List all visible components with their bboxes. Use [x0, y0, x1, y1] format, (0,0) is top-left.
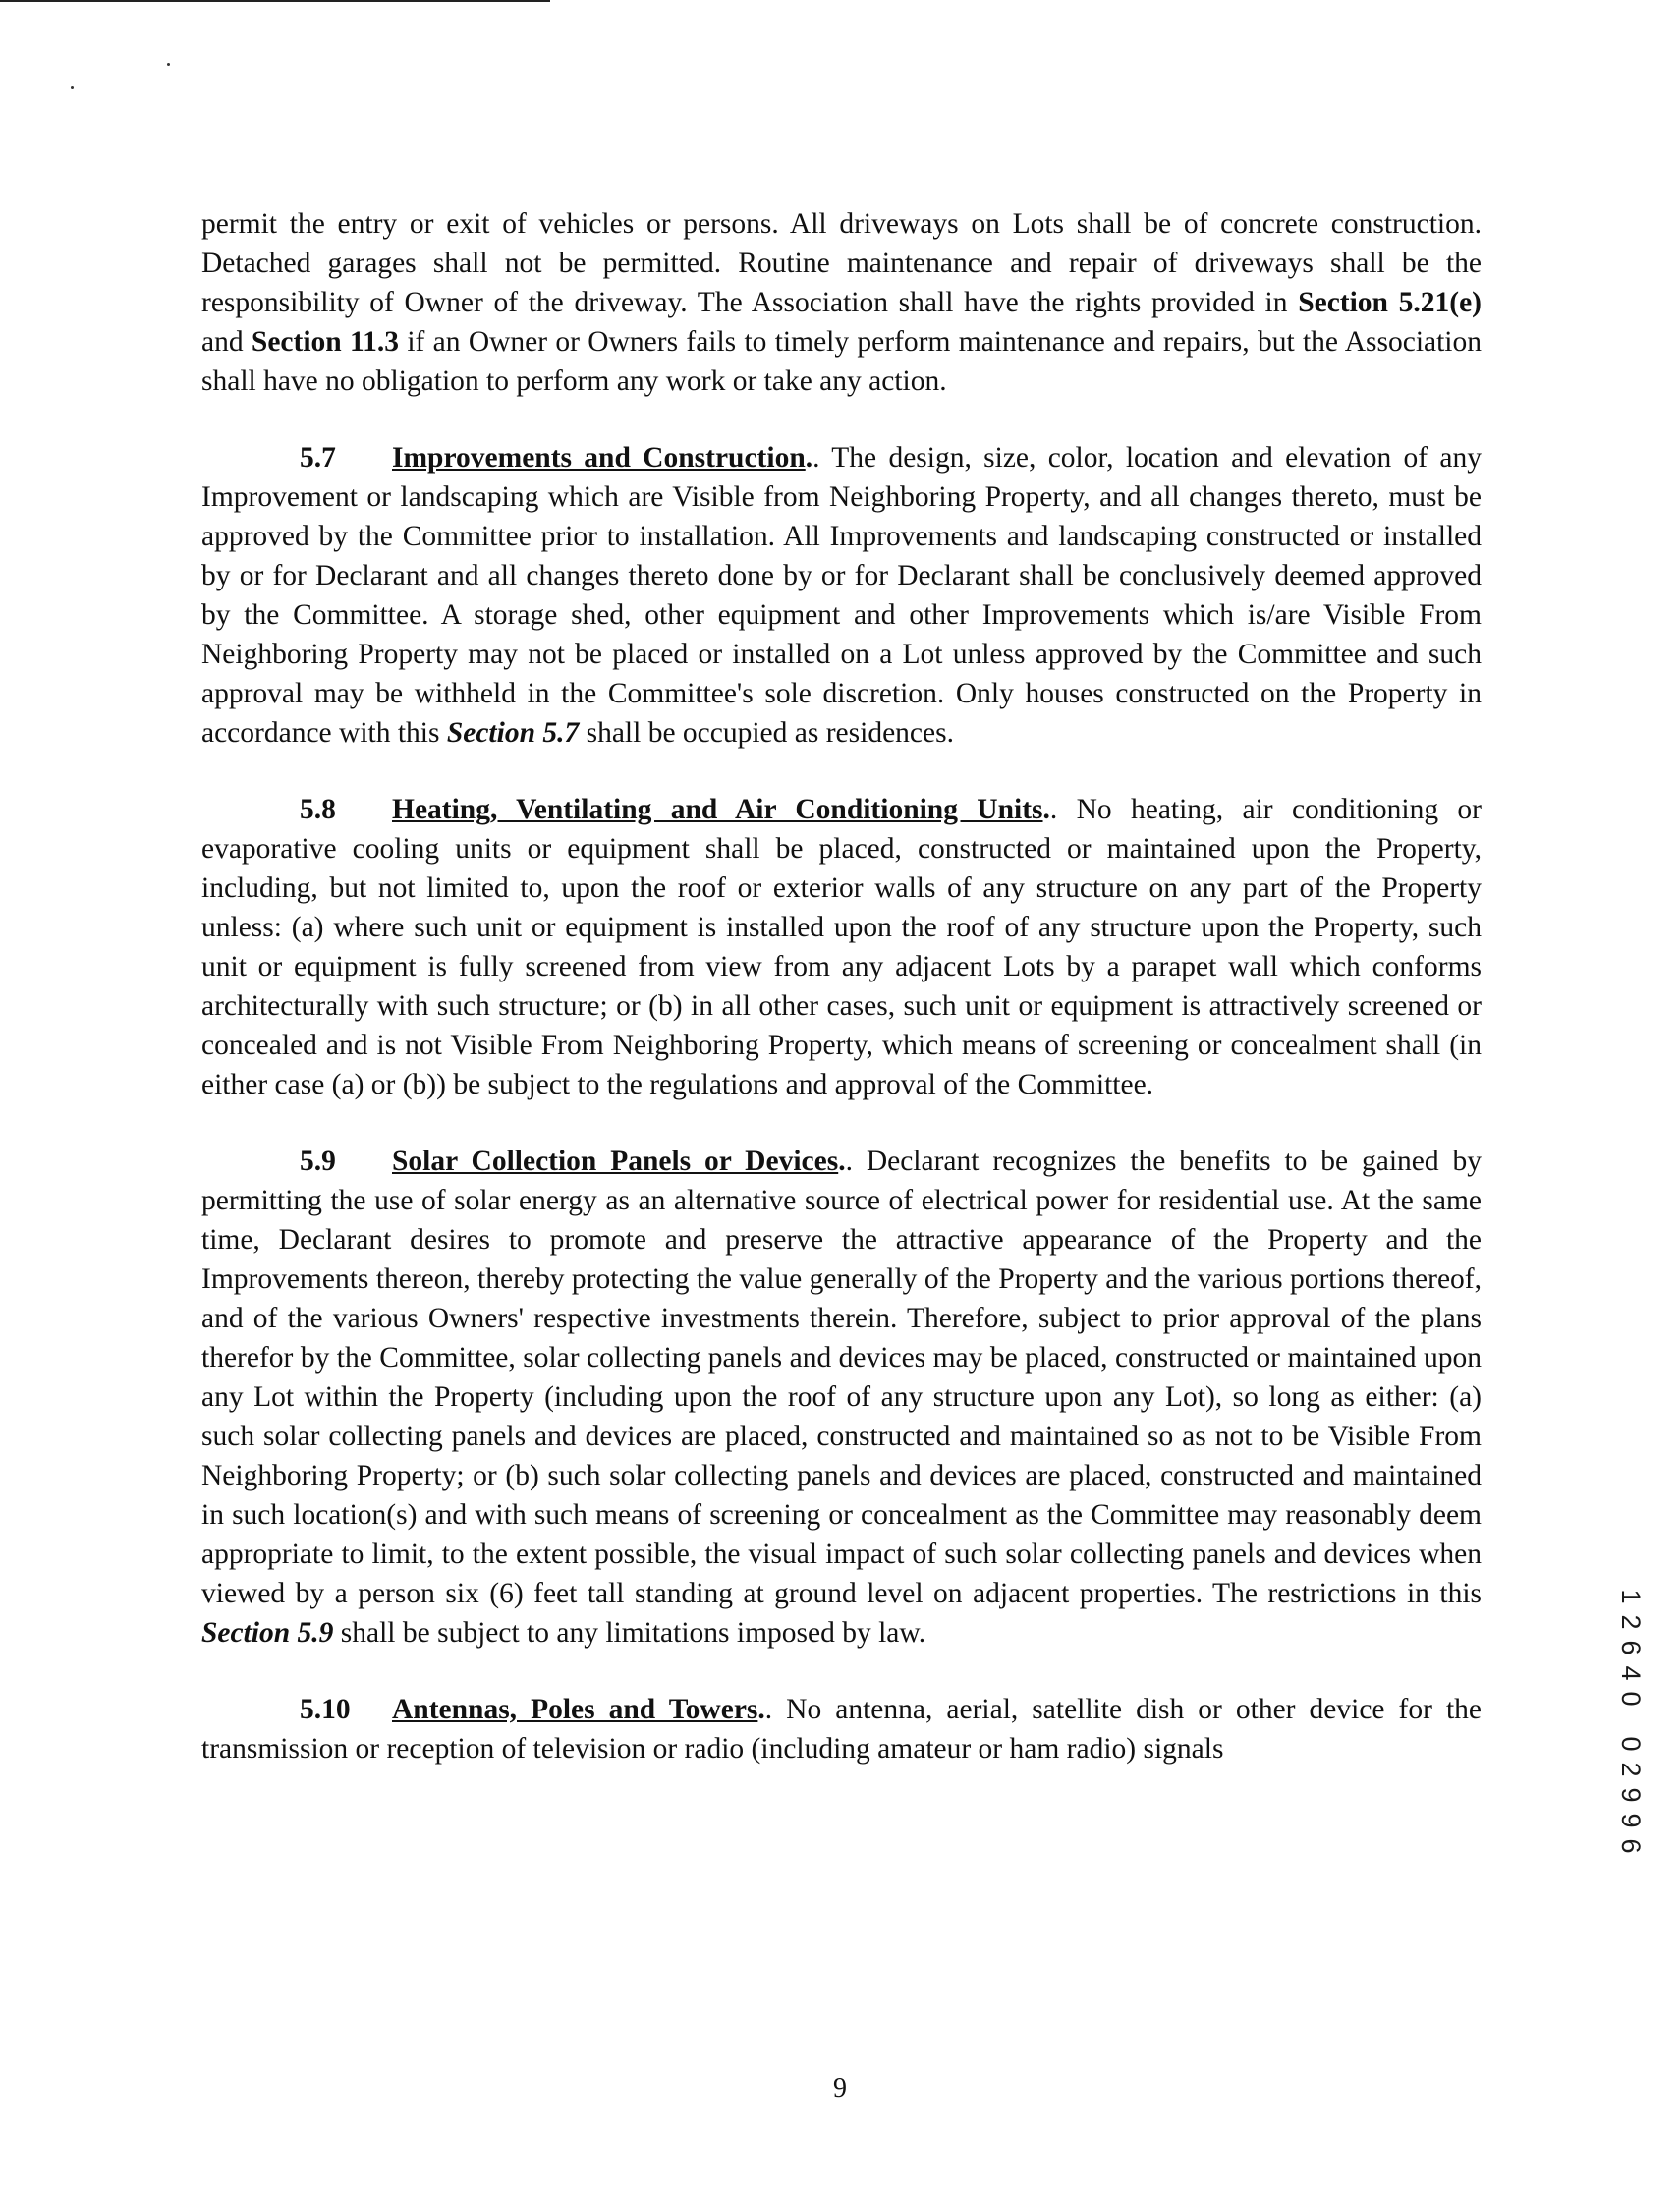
- paragraph-driveways: permit the entry or exit of vehicles or persons. All driveways on Lots shall be of concrete construction. Detached garages shall not be permitted. Routine maintenance and repair of driveways shall be the responsibility of Owner of the driveway. The Association shall have the rights provided in Section 5.21(e) and Section 11.3 if an Owner or Owners fails to timely perform maintenance and repairs, but the Association shall have no obligation to perform any work or take any action.: [201, 208, 1483, 397]
- scan-speck: [167, 63, 170, 66]
- section-title: Solar Collection Panels or Devices: [392, 1146, 839, 1177]
- section-reference: Section 5.9: [201, 1617, 334, 1649]
- scan-top-rule: [0, 0, 550, 2]
- section-reference: Section 5.7: [446, 717, 580, 749]
- section-5-8: 5.8 Heating, Ventilating and Air Conditioning Units.. No heating, air conditioning or evaporative cooling units or equipment shall be placed, constructed or maintained upon the Property, including, but not limited to, upon the roof or exterior walls of any structure on any part of the Property unless: (a) where such unit or equipment is installed upon the roof of any structure upon the Property, such unit or equipment is fully screened from view from any adjacent Lots by a parapet wall which conforms architecturally with such structure; or (b) in all other cases, such unit or equipment is attractively screened or concealed and is not Visible From Neighboring Property, which means of screening or concealment shall (in either case (a) or (b)) be subject to the regulations and approval of the Committee.: [201, 790, 1482, 1104]
- document-body: [201, 204, 1482, 1768]
- section-reference: Section 11.3: [251, 326, 400, 358]
- page-number: 9: [833, 2073, 847, 2103]
- section-title: Improvements and Construction: [392, 442, 806, 474]
- section-number: 5.8: [300, 794, 336, 825]
- scan-speck: [71, 86, 74, 89]
- section-number: 5.10: [300, 1694, 351, 1725]
- section-5-9: 5.9 Solar Collection Panels or Devices.. Declarant recognizes the benefits to be gained by permitting the use of solar energy as an alternative source of electrical power for residential use. At the same time, Declarant desires to promote and preserve the attractive appearance of the Property and the Improvements thereon, thereby protecting the value generally of the Property and the various portions thereof, and of the various Owners' respective investments therein. Therefore, subject to prior approval of the plans therefor by the Committee, solar collecting panels and devices may be placed, constructed or maintained upon any Lot within the Property (including upon the roof of any structure upon any Lot), so long as either: (a) such solar collecting panels and devices are placed, constructed and maintained so as not to be Visible From Neighboring Property; or (b) such solar collecting panels and devices are placed, constructed and maintained in such location(s) and with such means of screening or concealment as the Committee may reasonably deem appropriate to limit, to the extent possible, the visual impact of such solar collecting panels and devices when viewed by a person six (6) feet tall standing at ground level on adjacent properties. The restrictions in this Section 5.9 shall be subject to any limitations imposed by law.: [201, 1142, 1482, 1653]
- section-number: 5.7: [300, 442, 336, 474]
- section-5-10: 5.10 Antennas, Poles and Towers.. No antenna, aerial, satellite dish or other device for the transmission or reception of television or radio (including amateur or ham radio) signals: [201, 1690, 1482, 1768]
- side-document-number: 1 2 6 4 0 0 2 9 9 6: [1616, 1589, 1646, 1854]
- section-title: Antennas, Poles and Towers: [392, 1694, 758, 1725]
- section-reference: Section 5.21(e): [1298, 287, 1482, 318]
- section-number: 5.9: [300, 1146, 336, 1177]
- section-5-7: 5.7 Improvements and Construction.. The design, size, color, location and elevation of any Improvement or landscaping which are Visible from Neighboring Property, and all changes thereto, must be approved by the Committee prior to installation. All Improvements and landscaping constructed or installed by or for Declarant and all changes thereto done by or for Declarant shall be conclusively deemed approved by the Committee. A storage shed, other equipment and other Improvements which is/are Visible From Neighboring Property may not be placed or installed on a Lot unless approved by the Committee and such approval may be withheld in the Committee's sole discretion. Only houses constructed on the Property in accordance with this Section 5.7 shall be occupied as residences.: [201, 438, 1482, 753]
- section-title: Heating, Ventilating and Air Conditioning Units: [392, 794, 1043, 825]
